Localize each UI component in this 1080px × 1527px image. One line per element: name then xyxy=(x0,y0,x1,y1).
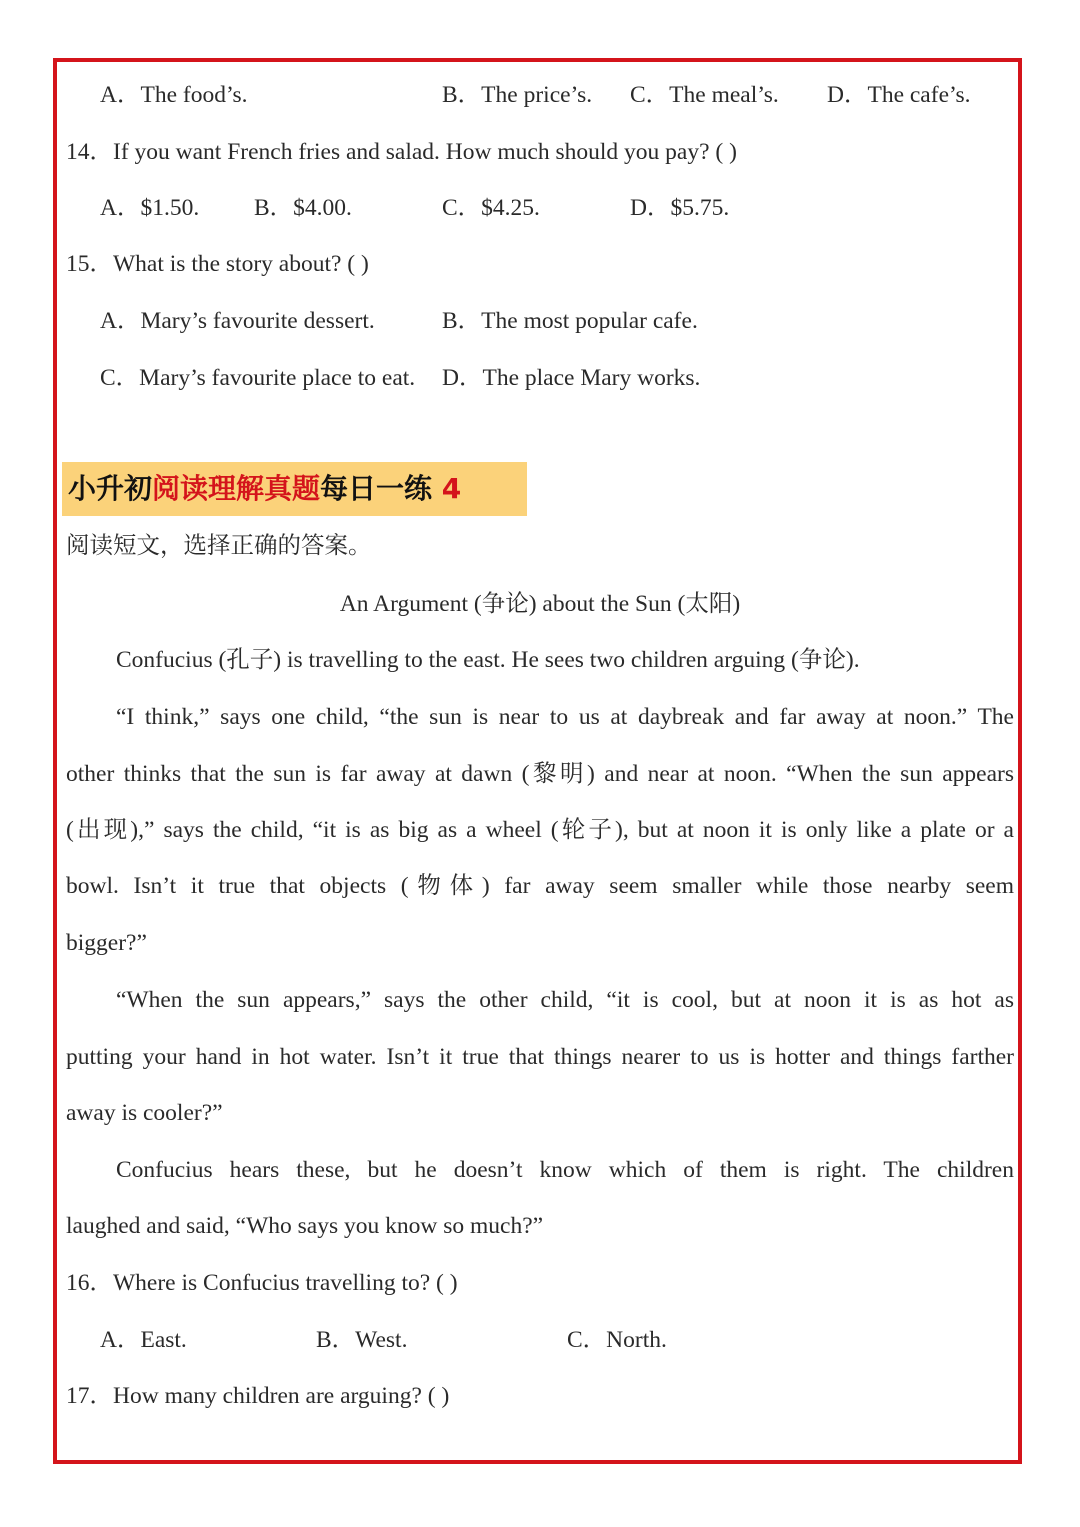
q17-question: 17．How many children are arguing? ( ) xyxy=(66,1383,450,1409)
q14-question: 14．If you want French fries and salad. How much should you pay? ( ) xyxy=(66,139,737,165)
q14-option-d: D．$5.75. xyxy=(630,195,730,221)
passage-title: An Argument (争论) about the Sun (太阳) xyxy=(339,591,741,617)
q16-option-c: C．North. xyxy=(567,1327,667,1353)
section-banner-title xyxy=(68,470,461,508)
banner-part-2: 阅读理解真题 xyxy=(152,472,321,505)
passage-line: other thinks that the sun is far away at dawn (黎明) and near at noon. “When the sun appears xyxy=(66,761,1014,787)
passage-line: (出现),” says the child, “it is as big as a wheel (轮子), but at noon it is only like a plate or a xyxy=(66,817,1014,843)
q15-option-d: D．The place Mary works. xyxy=(442,365,701,391)
passage-line: Confucius (孔子) is travelling to the east. He sees two children arguing (争论). xyxy=(116,647,860,673)
q16-question: 16．Where is Confucius travelling to? ( ) xyxy=(66,1270,458,1296)
q16-option-a: A．East. xyxy=(100,1327,187,1353)
passage-line: laughed and said, “Who says you know so much?” xyxy=(66,1213,544,1239)
q13-option-a: A．The food’s. xyxy=(100,82,248,108)
banner-number: 4 xyxy=(441,472,462,505)
passage-line: “When the sun appears,” says the other child, “it is cool, but at noon it is as hot as xyxy=(116,987,1014,1013)
q15-option-a: A．Mary’s favourite dessert. xyxy=(100,308,375,334)
q13-option-b: B．The price’s. xyxy=(442,82,593,108)
passage-line: bowl. Isn’t it true that objects (物体) far away seem smaller while those nearby seem xyxy=(66,873,1014,899)
passage-line: away is cooler?” xyxy=(66,1100,223,1126)
banner-part-1: 小升初 xyxy=(68,472,153,505)
q15-question: 15．What is the story about? ( ) xyxy=(66,251,369,277)
q14-option-b: B．$4.00. xyxy=(254,195,352,221)
q13-option-d: D．The cafe’s. xyxy=(827,82,971,108)
q16-option-b: B．West. xyxy=(316,1327,408,1353)
passage-line: “I think,” says one child, “the sun is near to us at daybreak and far away at noon.” The xyxy=(116,704,1014,730)
instruction: 阅读短文，选择正确的答案。 xyxy=(66,533,372,559)
passage-line: putting your hand in hot water. Isn’t it true that things nearer to us is hotter and things farther xyxy=(66,1044,1014,1070)
q13-option-c: C．The meal’s. xyxy=(630,82,779,108)
q14-option-c: C．$4.25. xyxy=(442,195,540,221)
q15-option-b: B．The most popular cafe. xyxy=(442,308,698,334)
passage-line: bigger?” xyxy=(66,930,147,956)
q14-option-a: A．$1.50. xyxy=(100,195,200,221)
q15-option-c: C．Mary’s favourite place to eat. xyxy=(100,365,416,391)
passage-line: Confucius hears these, but he doesn’t know which of them is right. The children xyxy=(116,1157,1014,1183)
banner-part-3: 每日一练 xyxy=(320,472,442,505)
